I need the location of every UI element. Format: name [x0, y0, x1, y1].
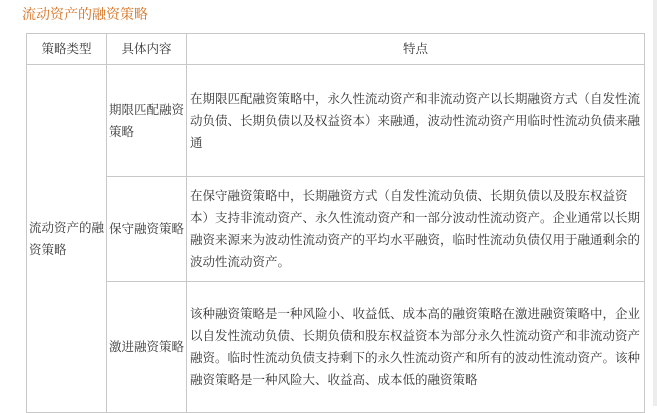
content-cell: 保守融资策略: [107, 177, 187, 282]
page-title: 流动资产的融资策略: [22, 7, 148, 23]
content-cell: 激进融资策略: [107, 282, 187, 413]
table-row: [27, 282, 645, 413]
content-cell: 期限匹配融资策略: [107, 65, 187, 177]
strategy-table: [26, 33, 645, 413]
table-header-row: [27, 34, 645, 65]
header-feature: 特点: [187, 34, 645, 65]
feature-cell: 在期限匹配融资策略中，永久性流动资产和非流动资产以长期融资方式（自发性流动负债、长期负债以及权益资本）来融通，波动性流动资产用临时性流动负债来融通: [187, 65, 645, 177]
strategy-type-cell: 流动资产的融资策略: [27, 65, 107, 413]
table-row: [27, 65, 645, 177]
feature-cell: 该种融资策略是一种风险小、收益低、成本高的融资策略在激进融资策略中，企业以自发性流动负债、长期负债和股东权益资本为部分永久性流动资产和非流动资产融资。临时性流动负债支持剩下的永久性流动资产和所有的波动性流动资产。该种融资策略是一种风险大、收益高、成本低的融资策略: [187, 282, 645, 413]
header-content: 具体内容: [107, 34, 187, 65]
header-strategy-type: 策略类型: [27, 34, 107, 65]
page-edge-divider: [653, 0, 657, 406]
table-row: [27, 177, 645, 282]
feature-cell: 在保守融资策略中，长期融资方式（自发性流动负债、长期负债以及股东权益资本）支持非流动资产、永久性流动资产和一部分波动性流动资产。企业通常以长期融资来源来为波动性流动资产的平均水平融资，临时性流动负债仅用于融通剩余的波动性流动资产。: [187, 177, 645, 282]
